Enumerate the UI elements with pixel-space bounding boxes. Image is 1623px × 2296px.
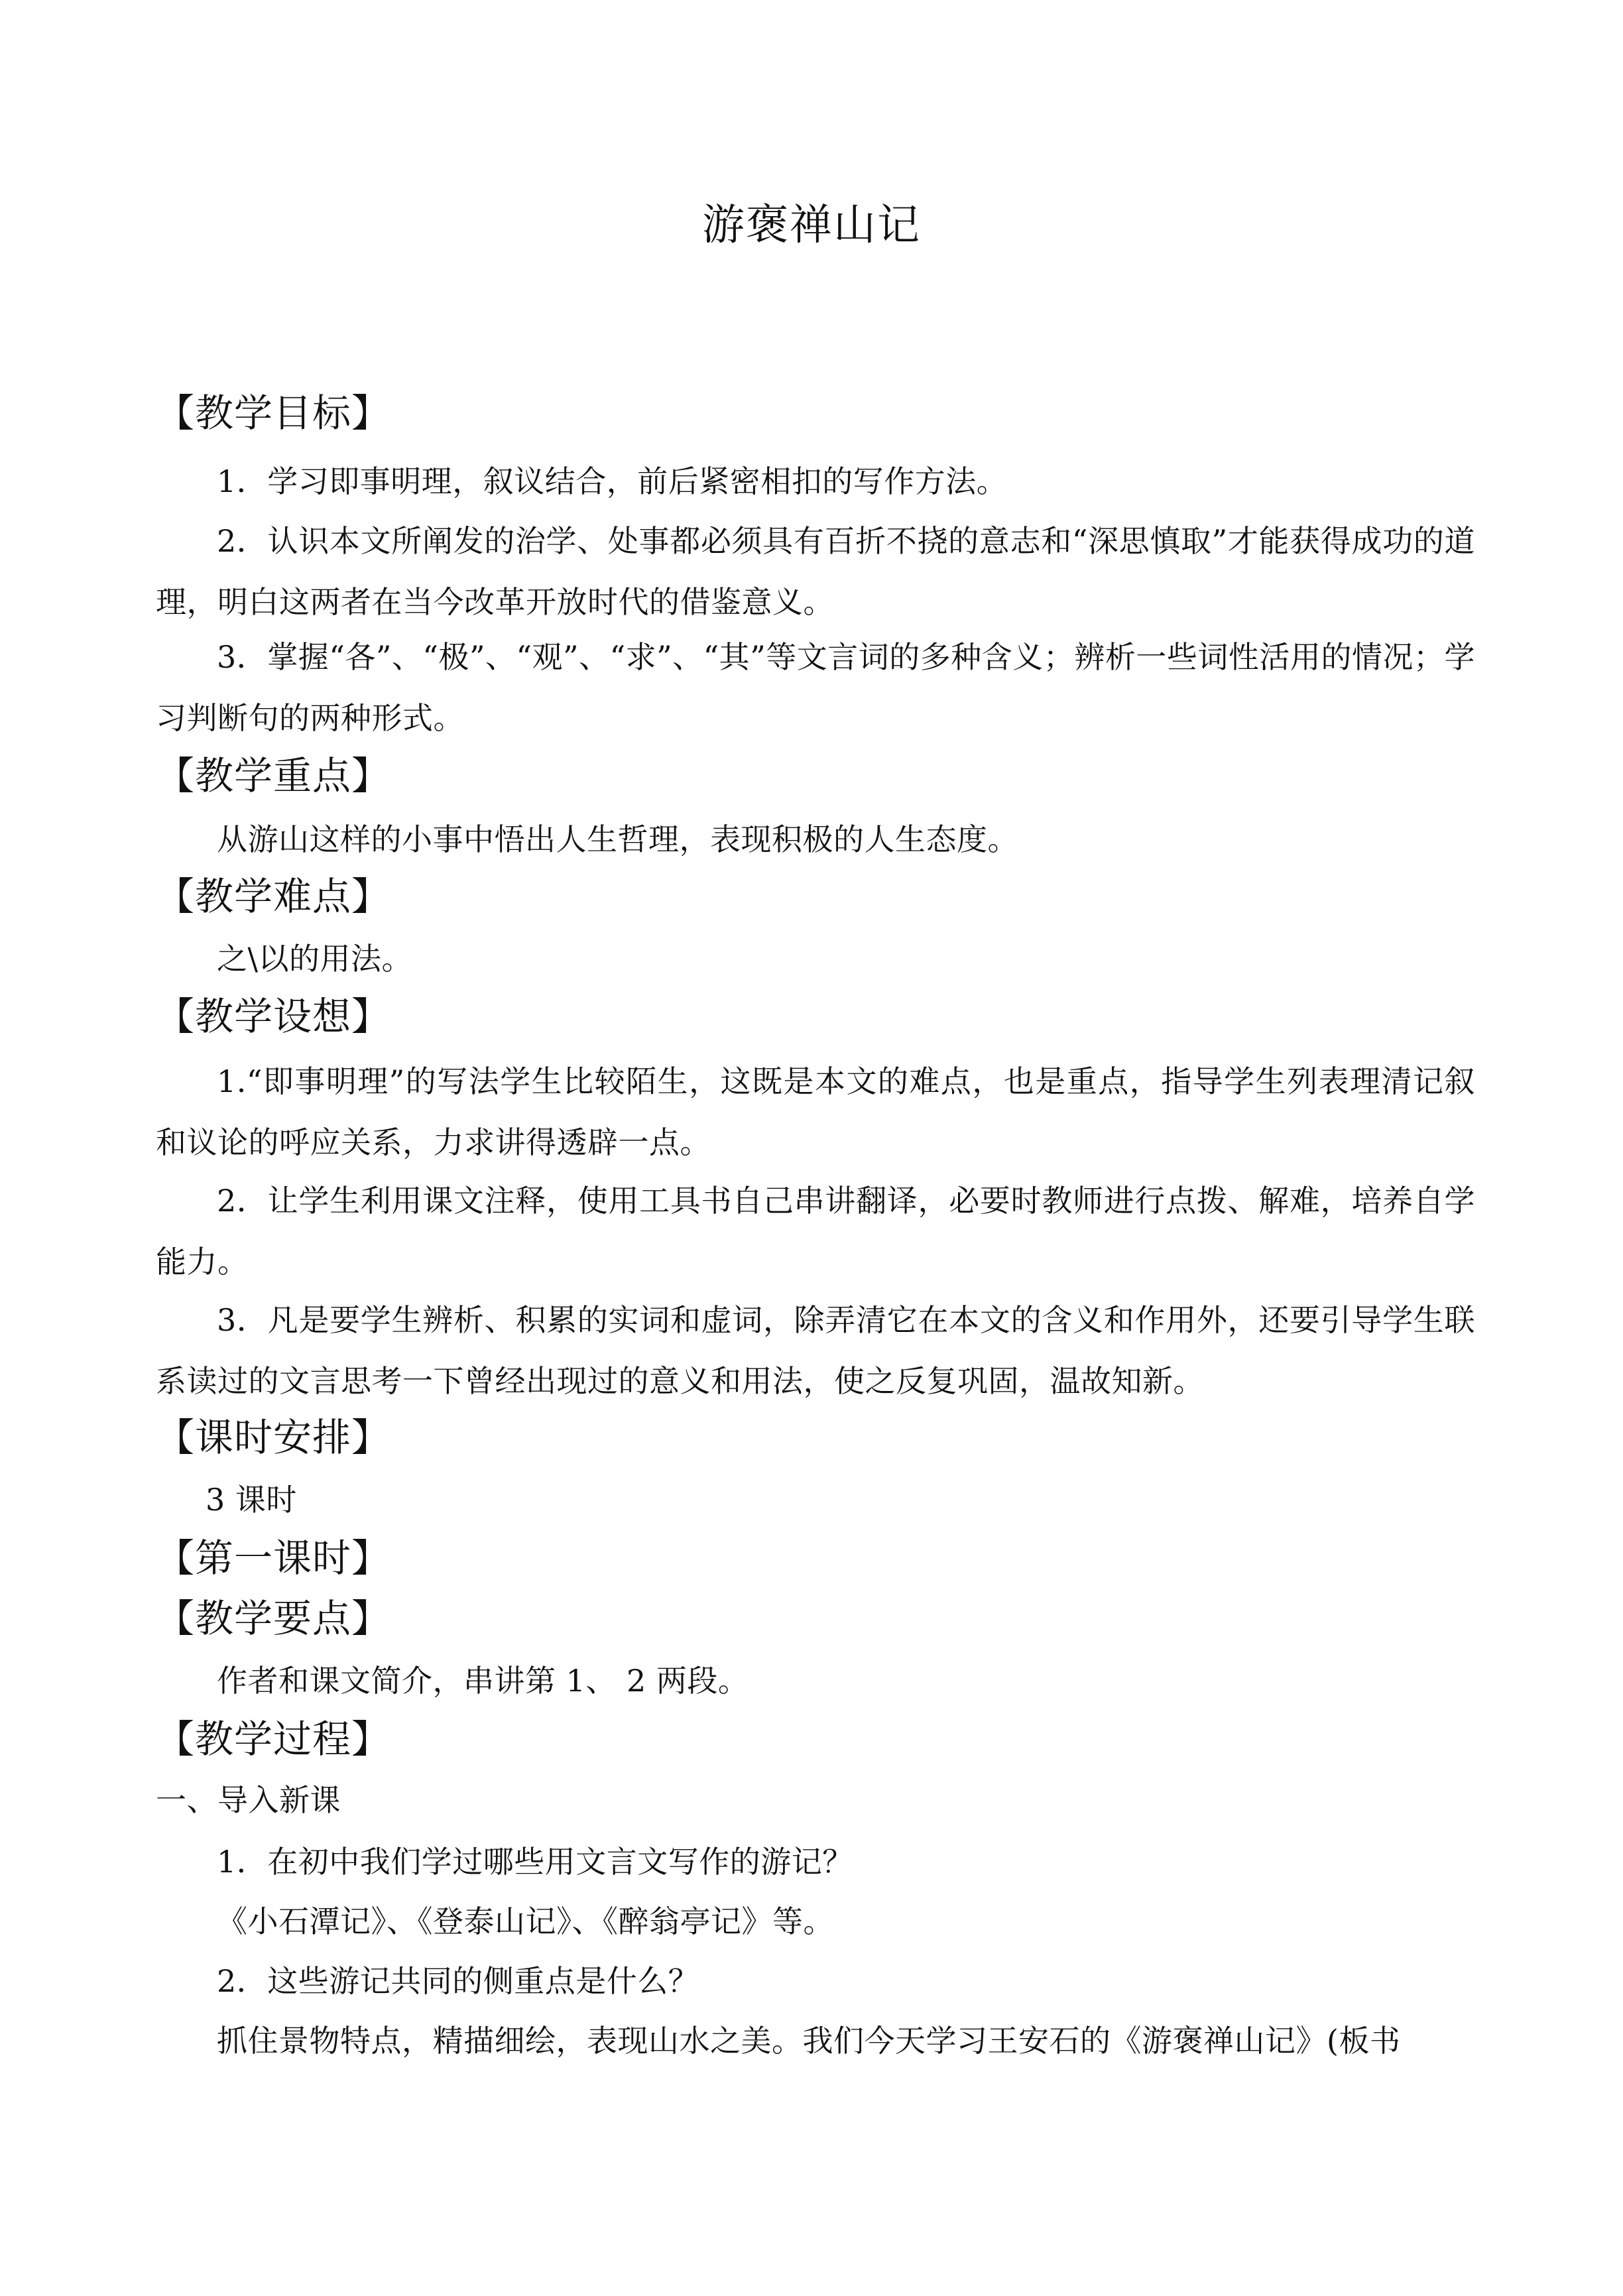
process-part-title: 一、导入新课	[156, 1782, 341, 1818]
heading-schedule: 【课时安排】	[156, 1415, 391, 1460]
process-question-2: 2．这些游记共同的侧重点是什么？	[217, 1963, 699, 1999]
heading-key-points: 【教学重点】	[156, 753, 391, 798]
process-answer-1: 《小石潭记》、《登泰山记》、《醉翁亭记》等。	[217, 1903, 834, 1939]
heading-lesson-points: 【教学要点】	[156, 1596, 391, 1641]
heading-process: 【教学过程】	[156, 1717, 391, 1762]
design-item-3: 3．凡是要学生辨析、积累的实词和虚词，除弄清它在本文的含义和作用外，还要引导学生联系读过的文言思考一下曾经出现过的意义和用法，使之反复巩固，温故知新。	[156, 1302, 1475, 1399]
heading-design: 【教学设想】	[156, 994, 391, 1039]
heading-lesson-one: 【第一课时】	[156, 1536, 391, 1581]
document-title: 游褒禅山记	[702, 201, 921, 250]
design-item-1: 1.“即事明理”的写法学生比较陌生，这既是本文的难点，也是重点，指导学生列表理清记叙和议论的呼应关系，力求讲得透辟一点。	[156, 1063, 1475, 1160]
schedule-text: 3 课时	[206, 1482, 297, 1518]
key-points-text: 从游山这样的小事中悟出人生哲理，表现积极的人生态度。	[217, 821, 1018, 857]
process-question-1: 1．在初中我们学过哪些用文言文写作的游记？	[217, 1844, 853, 1880]
objective-item-2: 2．认识本文所阐发的治学、处事都必须具有百折不挠的意志和“深思慎取”才能获得成功的道理，明白这两者在当今改革开放时代的借鉴意义。	[156, 523, 1475, 620]
process-answer-2: 抓住景物特点，精描细绘，表现山水之美。我们今天学习王安石的《游褒禅山记》(板书	[217, 2023, 1401, 2059]
objective-item-3: 3．掌握“各”、“极”、“观”、“求”、“其”等文言词的多种含义；辨析一些词性活用的情况；学习判断句的两种形式。	[156, 639, 1475, 736]
design-item-2: 2．让学生利用课文注释，使用工具书自己串讲翻译，必要时教师进行点拨、解难，培养自学能力。	[156, 1183, 1475, 1280]
lesson-points-text: 作者和课文简介，串讲第 1、 2 两段。	[217, 1663, 749, 1699]
heading-difficulties: 【教学难点】	[156, 874, 391, 919]
heading-objectives: 【教学目标】	[156, 391, 391, 436]
objective-item-1: 1．学习即事明理，叙议结合，前后紧密相扣的写作方法。	[217, 463, 1008, 499]
difficulties-text: 之\以的用法。	[217, 941, 412, 977]
